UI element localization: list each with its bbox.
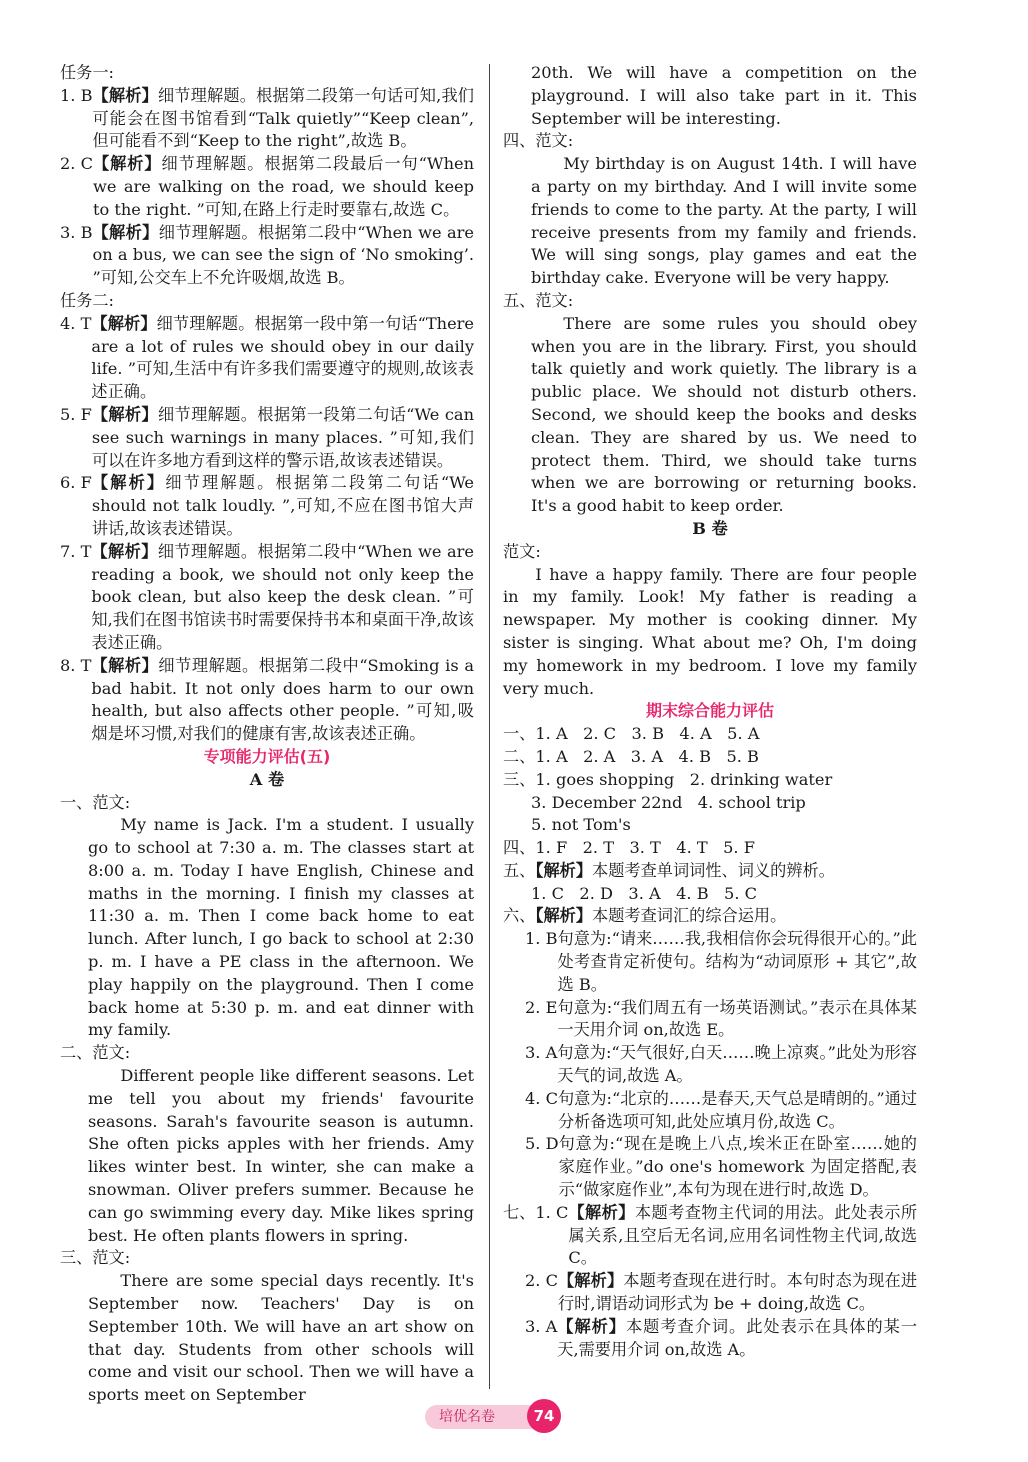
- volume-b-title: B 卷: [692, 518, 728, 538]
- answer-6-item: 5. D 句意为:“现在是晚上八点,埃米正在卧室……她的家庭作业。”do one's homework 为固定搭配,表示“做家庭作业”,本句为现在进行时,故选 D。: [525, 1134, 917, 1200]
- answer-item: 8. T 【解析】细节理解题。根据第二段中“Smoking is a bad habit. It not only does harm to our own health, but also affects other people. ”可知,吸烟是坏习惯,对我们的健康有害,故该表述正确。: [60, 655, 474, 744]
- answer-line-2: 二、1. A 2. A 3. A 4. B 5. B: [503, 746, 759, 766]
- answer-item: 5. F 【解析】细节理解题。根据第一段第二句话“We can see such warnings in many places. ”可知,我们可以在许多地方看到这样的警示语,故该表述错误。: [60, 404, 474, 470]
- answer-line-3c: 5. not Tom's: [531, 815, 631, 835]
- answer-5-head: 五、【解析】本题考查单词词性、词义的辨析。: [503, 860, 835, 880]
- answer-7-item: 3. A 【解析】本题考查介词。此处表示在具体的某一天,需要用介词 on,故选 A。: [525, 1316, 918, 1359]
- answer-6-item: 1. B 句意为:“请来……我,我相信你会玩得很开心的。”此处考查肯定祈使句。结构为“动词原形 + 其它”,故选 B。: [525, 929, 917, 994]
- column-divider: [489, 64, 490, 1389]
- q5-essay: There are some rules you should obey when you are in the library. First, you should talk quietly and work quietly. The library is a public place. We should not disturb others. Second, we should keep the books and desks clean. They are shared by us. We need to protect them. Third, we should take turns when we are borrowing or returning books. It's a good habit to keep order.: [531, 313, 917, 516]
- answer-item: 6. F 【解析】细节理解题。根据第二段第二句话“We should not talk loudly. ”,可知,不应在图书馆大声讲话,故该表述错误。: [60, 473, 475, 538]
- answer-item: 7. T 【解析】细节理解题。根据第二段中“When we are reading a book, we should not only keep the book clean, but also keep the desk clean. ”可知,我们在图书馆读书时需要保持书本和桌面干净,故该表述正确。: [60, 541, 474, 652]
- answer-6-head: 六、【解析】本题考查词汇的综合运用。: [503, 906, 787, 926]
- answer-5-line: 1. C 2. D 3. A 4. B 5. C: [531, 883, 758, 903]
- final-title: 期末综合能力评估: [645, 701, 774, 721]
- b-essay: I have a happy family. There are four people in my family. Look! My father is reading a newspaper. My mother is cooking dinner. My sister is singing. What about me? Oh, I'm doing my homework in my bedroom. I love my family very much.: [503, 564, 917, 698]
- answer-item: 2. C 【解析】细节理解题。根据第二段最后一句“When we are walking on the road, we should keep to the right. ”可知,在路上行走时要靠右,故选 C。: [60, 154, 474, 219]
- answer-line-1: 一、1. A 2. C 3. B 4. A 5. A: [503, 724, 760, 744]
- answer-6-item: 3. A 句意为:“天气很好,白天……晚上凉爽。”此处为形容天气的词,故选 A。: [525, 1043, 917, 1086]
- q2-essay: Different people like different seasons. Let me tell you about my friends' favourite seasons. Sarah's favourite season is autumn. She often picks apples with her friends. Amy likes winter best. In winter, she can make a snowman. Oliver prefers summer. Because he can go swimming every day. Mike likes spring best. He often plants flowers in spring.: [88, 1066, 474, 1245]
- q1-label: 一、范文:: [60, 792, 131, 812]
- q2-label: 二、范文:: [60, 1043, 131, 1063]
- answer-item: 3. B 【解析】细节理解题。根据第二段中“When we are on a bus, we can see the sign of ‘No smoking’. ”可知,公交车上不允许吸烟,故选 B。: [60, 222, 474, 288]
- answer-6-item: 2. E 句意为:“我们周五有一场英语测试。”表示在具体某一天用介词 on,故选 E。: [525, 997, 917, 1040]
- volume-a-title: A 卷: [249, 769, 285, 789]
- q1-essay: My name is Jack. I'm a student. I usually go to school at 7:30 a. m. The classes start at 8:00 a. m. Today I have English, Chinese and maths in the morning. I finish my classes at 11:30 a. m. Then I come back home to eat lunch. After lunch, I go back to school at 2:30 p. m. I have a PE class in the afternoon. We play happily on the playground. Then I come back home at 5:30 p. m. and eat dinner with my family.: [88, 815, 474, 1040]
- b-label: 范文:: [503, 541, 541, 561]
- q4-essay: My birthday is on August 14th. I will have a party on my birthday. And I will invite some friends to come to the party. At the party, I will receive presents from my family and friends. We will sing songs, play games and eat the birthday cake. Everyone will be very happy.: [531, 154, 917, 288]
- task1-label: 任务一:: [60, 63, 115, 82]
- q4-label: 四、范文:: [503, 131, 574, 151]
- answer-item: 1. B 【解析】细节理解题。根据第二段第一句话可知,我们可能会在图书馆看到“Talk quietly”“Keep clean”,但可能看不到“Keep to the right”,故选 B。: [60, 85, 474, 151]
- answer-7-item: 2. C 【解析】本题考查现在进行时。本句时态为现在进行时,谓语动词形式为 be + doing,故选 C。: [525, 1271, 918, 1314]
- answer-line-4: 四、1. F 2. T 3. T 4. T 5. F: [503, 838, 755, 858]
- section-title: 专项能力评估(五): [203, 746, 331, 766]
- answer-item: 4. T 【解析】细节理解题。根据第一段中第一句话“There are a lot of rules we should obey in our daily life. ”可知,生活中有许多我们需要遵守的规则,故该表述正确。: [60, 313, 474, 402]
- answer-7-item: 七、1. C 【解析】本题考查物主代词的用法。此处表示所属关系,且空后无名词,应用名词性物主代词,故选 C。: [503, 1202, 918, 1268]
- q3-essay-continued: 20th. We will have a competition on the playground. I will also take part in it. This September will be interesting.: [531, 63, 917, 128]
- page-number: 74: [527, 1399, 561, 1433]
- series-label: 培优名卷: [425, 1405, 547, 1429]
- answer-line-3a: 三、1. goes shopping 2. drinking water: [503, 769, 833, 789]
- task2-label: 任务二:: [60, 290, 115, 310]
- left-column: [60, 62, 474, 1407]
- page-footer: [425, 1399, 585, 1435]
- q3-label: 三、范文:: [60, 1248, 131, 1268]
- right-column: [503, 62, 917, 1361]
- q5-label: 五、范文:: [503, 290, 574, 310]
- answer-6-item: 4. C 句意为:“北京的……是春天,天气总是晴朗的。”通过分析备选项可知,此处应填月份,故选 C。: [525, 1088, 917, 1131]
- q3-essay: There are some special days recently. It's September now. Teachers' Day is on September 10th. We will have an art show on that day. Students from other schools will come and visit our school. Then we will have a sports meet on September: [88, 1271, 474, 1405]
- answer-line-3b: 3. December 22nd 4. school trip: [531, 792, 806, 812]
